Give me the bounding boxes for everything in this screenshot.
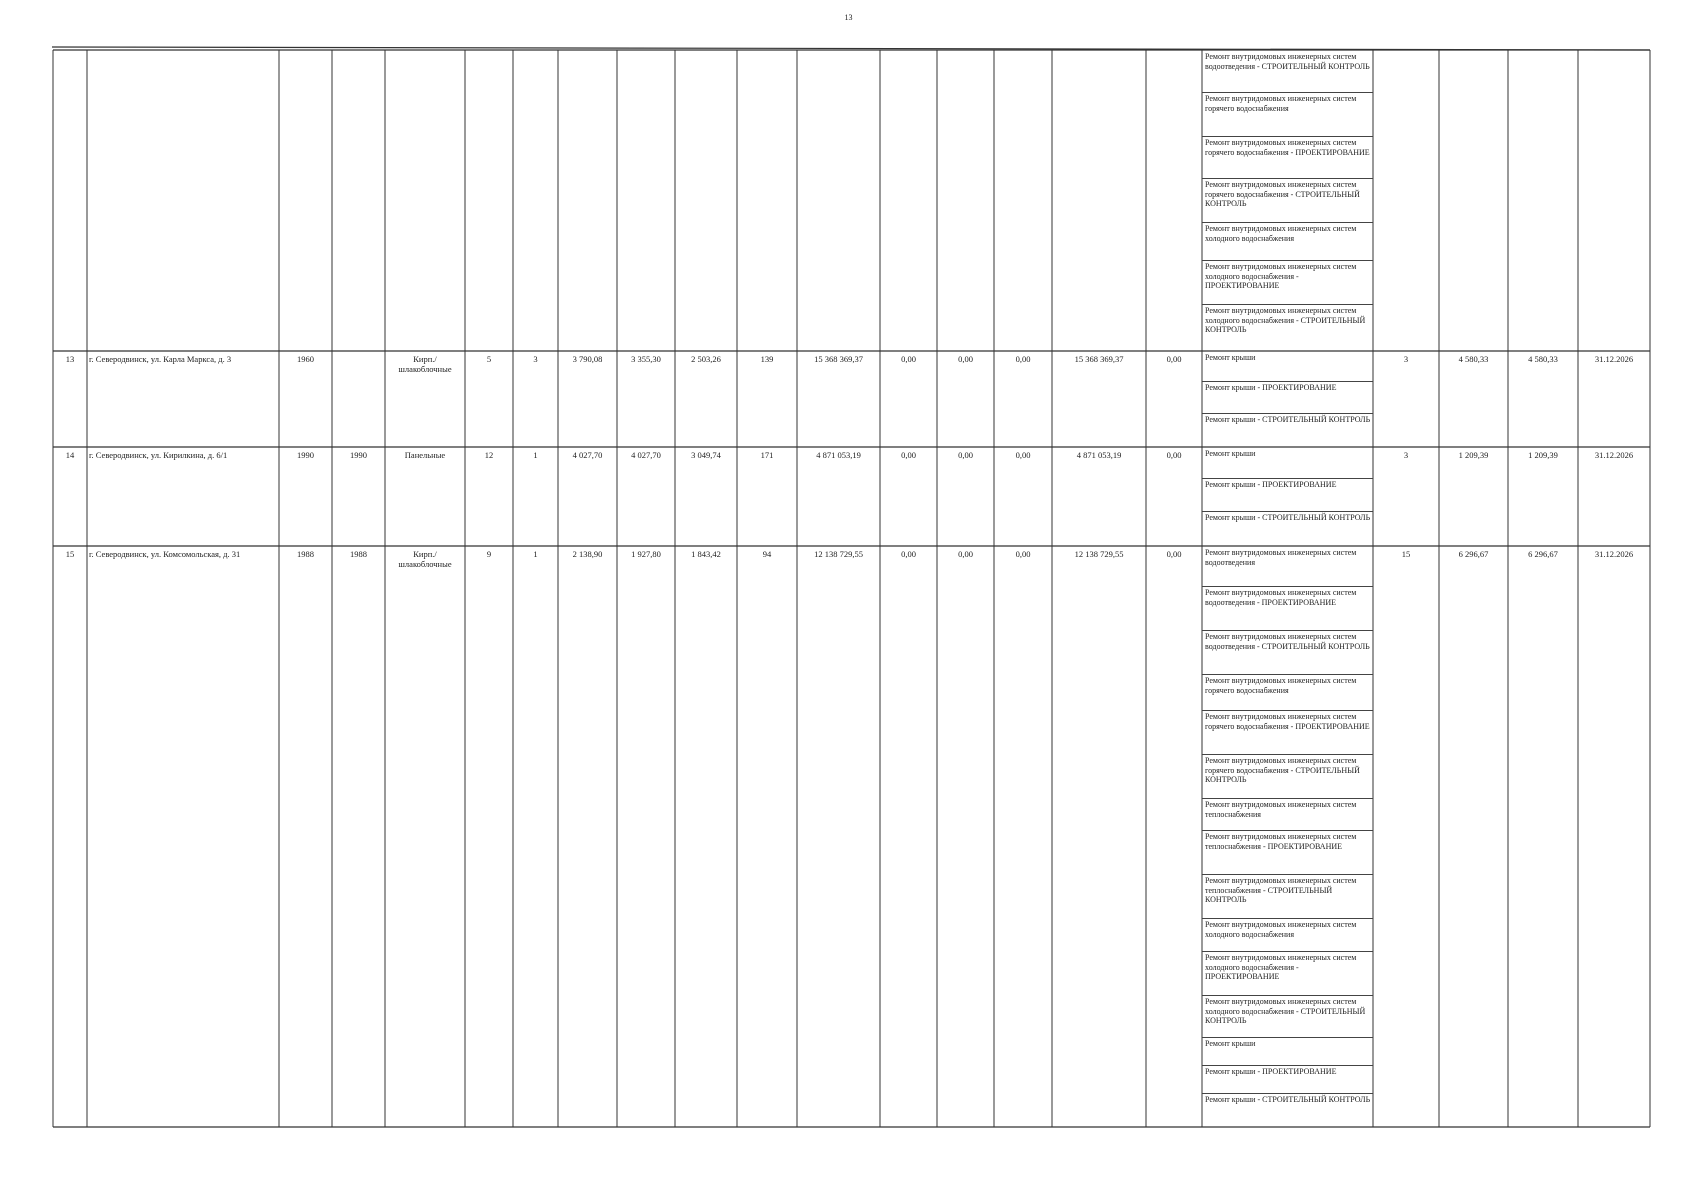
- row-13-unit-cost: 4 580,33: [1458, 354, 1489, 364]
- row-13-work-1: Ремонт крыши: [1205, 353, 1256, 362]
- page-number: 13: [844, 13, 853, 22]
- row-15-work-2: Ремонт внутридомовых инженерных систем водоотведения - ПРОЕКТИРОВАНИЕ: [1205, 588, 1357, 607]
- continued-work-1: Ремонт внутридомовых инженерных систем водоотведения - СТРОИТЕЛЬНЫЙ КОНТРОЛЬ: [1205, 52, 1370, 71]
- row-14-premises-area: 4 027,70: [631, 450, 661, 460]
- row-14-completion-date: 31.12.2026: [1594, 450, 1634, 460]
- row-13-work-2: Ремонт крыши - ПРОЕКТИРОВАНИЕ: [1205, 383, 1337, 392]
- row-15-no: 15: [65, 549, 75, 559]
- row-13-cost-total: 15 368 369,37: [814, 354, 863, 364]
- row-15-works-count: 15: [1401, 549, 1411, 559]
- row-14-municipal-budget: 0,00: [1015, 450, 1031, 460]
- row-13-work-3: Ремонт крыши - СТРОИТЕЛЬНЫЙ КОНТРОЛЬ: [1205, 415, 1371, 424]
- work-separator: [1202, 918, 1373, 919]
- work-separator: [1202, 951, 1373, 952]
- row-15-work-10: Ремонт внутридомовых инженерных систем холодного водоснабжения: [1205, 920, 1357, 939]
- row-15-work-13: Ремонт крыши: [1205, 1039, 1256, 1048]
- row-13-other-funds: 0,00: [1166, 354, 1182, 364]
- continued-work-7: Ремонт внутридомовых инженерных систем холодного водоснабжения - СТРОИТЕЛЬНЫЙ КОНТРОЛЬ: [1205, 306, 1366, 334]
- row-14-owners-funds: 4 871 053,19: [1076, 450, 1122, 460]
- row-15-residents: 94: [762, 549, 772, 559]
- work-separator: [1202, 381, 1373, 382]
- continued-work-5: Ремонт внутридомовых инженерных систем холодного водоснабжения: [1205, 224, 1357, 243]
- work-separator: [1202, 304, 1373, 305]
- row-15-work-12: Ремонт внутридомовых инженерных систем холодного водоснабжения - СТРОИТЕЛЬНЫЙ КОНТРОЛЬ: [1205, 997, 1366, 1025]
- work-separator: [1202, 830, 1373, 831]
- row-13-works-count: 3: [1403, 354, 1409, 364]
- work-separator: [1202, 413, 1373, 414]
- row-15-work-15: Ремонт крыши - СТРОИТЕЛЬНЫЙ КОНТРОЛЬ: [1205, 1095, 1371, 1104]
- row-13-wall-material: Кирп./ шлакоблочные: [398, 354, 452, 374]
- row-14-cost-total: 4 871 053,19: [816, 450, 861, 460]
- row-13-year-built: 1960: [297, 354, 314, 364]
- row-14-living-area: 3 049,74: [691, 450, 721, 460]
- work-separator: [1202, 1093, 1373, 1094]
- work-separator: [1202, 710, 1373, 711]
- work-separator: [1202, 754, 1373, 755]
- row-15-total-area: 2 138,90: [572, 549, 603, 559]
- row-14-year-built: 1990: [297, 450, 314, 460]
- row-15-other-funds: 0,00: [1166, 549, 1182, 559]
- row-15-floors: 9: [486, 549, 492, 559]
- row-14-max-unit-cost: 1 209,39: [1528, 450, 1558, 460]
- row-13-address: г. Северодвинск, ул. Карла Маркса, д. 3: [89, 354, 232, 364]
- row-14-work-2: Ремонт крыши - ПРОЕКТИРОВАНИЕ: [1205, 480, 1337, 489]
- row-15-max-unit-cost: 6 296,67: [1528, 549, 1558, 559]
- row-14-other-funds: 0,00: [1166, 450, 1182, 460]
- work-separator: [1202, 260, 1373, 261]
- row-15-address: г. Северодвинск, ул. Комсомольская, д. 31: [89, 549, 241, 559]
- row-14-address: г. Северодвинск, ул. Кирилкина, д. 6/1: [89, 450, 228, 460]
- row-15-unit-cost: 6 296,67: [1458, 549, 1489, 559]
- row-15-wall-material: Кирп./ шлакоблочные: [398, 549, 452, 569]
- row-15-work-8: Ремонт внутридомовых инженерных систем теплоснабжения - ПРОЕКТИРОВАНИЕ: [1205, 832, 1357, 851]
- work-separator: [1202, 630, 1373, 631]
- row-13-regional-budget: 0,00: [958, 354, 973, 364]
- row-15-work-1: Ремонт внутридомовых инженерных систем водоотведения: [1205, 548, 1357, 567]
- continued-work-2: Ремонт внутридомовых инженерных систем горячего водоснабжения: [1205, 94, 1357, 113]
- row-14-wall-material: Панельные: [404, 450, 446, 460]
- row-15-work-6: Ремонт внутридомовых инженерных систем горячего водоснабжения - СТРОИТЕЛЬНЫЙ КОНТРОЛЬ: [1205, 756, 1360, 784]
- row-13-municipal-budget: 0,00: [1015, 354, 1031, 364]
- row-15-work-14: Ремонт крыши - ПРОЕКТИРОВАНИЕ: [1205, 1067, 1337, 1076]
- row-15-work-3: Ремонт внутридомовых инженерных систем водоотведения - СТРОИТЕЛЬНЫЙ КОНТРОЛЬ: [1205, 632, 1370, 651]
- row-15-work-4: Ремонт внутридомовых инженерных систем горячего водоснабжения: [1205, 676, 1357, 695]
- row-13-fund-support: 0,00: [901, 354, 916, 364]
- continued-work-4: Ремонт внутридомовых инженерных систем горячего водоснабжения - СТРОИТЕЛЬНЫЙ КОНТРОЛЬ: [1205, 180, 1360, 208]
- row-14-total-area: 4 027,70: [572, 450, 603, 460]
- work-separator: [1202, 874, 1373, 875]
- row-13-living-area: 2 503,26: [691, 354, 721, 364]
- row-15-living-area: 1 843,42: [691, 549, 721, 559]
- row-15-work-9: Ремонт внутридомовых инженерных систем теплоснабжения - СТРОИТЕЛЬНЫЙ КОНТРОЛЬ: [1205, 876, 1357, 904]
- row-14-entrances: 1: [533, 450, 538, 460]
- work-separator: [1202, 136, 1373, 137]
- row-14-work-3: Ремонт крыши - СТРОИТЕЛЬНЫЙ КОНТРОЛЬ: [1205, 513, 1371, 522]
- row-13-total-area: 3 790,08: [572, 354, 603, 364]
- row-14-no: 14: [65, 450, 75, 460]
- row-15-owners-funds: 12 138 729,55: [1074, 549, 1124, 559]
- work-separator: [1202, 222, 1373, 223]
- row-13-premises-area: 3 355,30: [631, 354, 661, 364]
- continued-work-3: Ремонт внутридомовых инженерных систем горячего водоснабжения - ПРОЕКТИРОВАНИЕ: [1205, 138, 1370, 157]
- work-separator: [1202, 586, 1373, 587]
- row-14-unit-cost: 1 209,39: [1458, 450, 1489, 460]
- row-15-completion-date: 31.12.2026: [1594, 549, 1634, 559]
- work-separator: [1202, 178, 1373, 179]
- row-13-max-unit-cost: 4 580,33: [1528, 354, 1558, 364]
- row-14-fund-support: 0,00: [901, 450, 916, 460]
- row-15-entrances: 1: [533, 549, 538, 559]
- row-13-no: 13: [65, 354, 75, 364]
- row-14-floors: 12: [484, 450, 494, 460]
- row-15-work-7: Ремонт внутридомовых инженерных систем теплоснабжения: [1205, 800, 1357, 819]
- row-15-regional-budget: 0,00: [958, 549, 973, 559]
- row-13-floors: 5: [486, 354, 492, 364]
- row-15-work-5: Ремонт внутридомовых инженерных систем горячего водоснабжения - ПРОЕКТИРОВАНИЕ: [1205, 712, 1370, 731]
- work-separator: [1202, 674, 1373, 675]
- row-13-entrances: 3: [533, 354, 538, 364]
- work-separator: [1202, 1065, 1373, 1066]
- row-14-work-1: Ремонт крыши: [1205, 449, 1256, 458]
- work-separator: [1202, 995, 1373, 996]
- row-14-regional-budget: 0,00: [958, 450, 973, 460]
- work-separator: [1202, 92, 1373, 93]
- work-separator: [1202, 511, 1373, 512]
- work-separator: [1202, 798, 1373, 799]
- work-separator: [1202, 478, 1373, 479]
- row-15-year-reconstructed: 1988: [350, 549, 367, 559]
- continued-work-6: Ремонт внутридомовых инженерных систем холодного водоснабжения - ПРОЕКТИРОВАНИЕ: [1205, 262, 1357, 290]
- row-14-works-count: 3: [1403, 450, 1409, 460]
- work-separator: [1202, 1037, 1373, 1038]
- row-13-completion-date: 31.12.2026: [1594, 354, 1634, 364]
- row-15-municipal-budget: 0,00: [1015, 549, 1031, 559]
- row-15-premises-area: 1 927,80: [631, 549, 661, 559]
- row-13-owners-funds: 15 368 369,37: [1074, 354, 1124, 364]
- row-15-work-11: Ремонт внутридомовых инженерных систем холодного водоснабжения - ПРОЕКТИРОВАНИЕ: [1205, 953, 1357, 981]
- row-15-year-built: 1988: [297, 549, 314, 559]
- row-15-cost-total: 12 138 729,55: [814, 549, 863, 559]
- row-15-fund-support: 0,00: [901, 549, 916, 559]
- row-13-residents: 139: [760, 354, 774, 364]
- row-14-year-reconstructed: 1990: [350, 450, 367, 460]
- row-14-residents: 171: [760, 450, 774, 460]
